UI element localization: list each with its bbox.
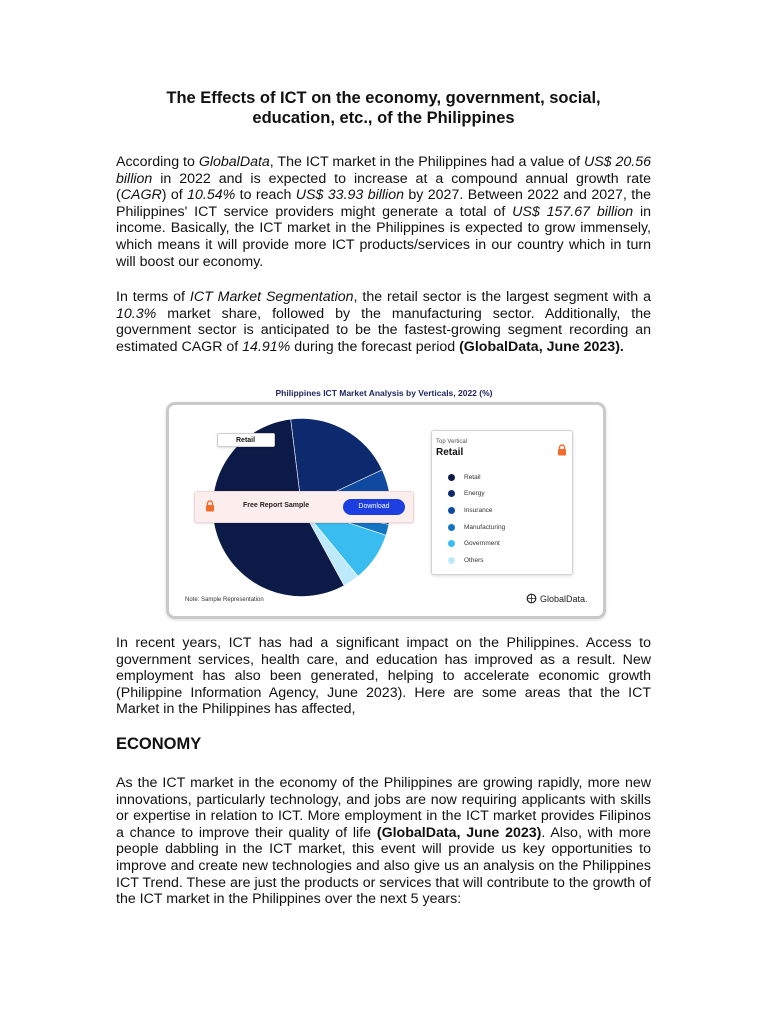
hover-label: Retail (217, 433, 275, 447)
citation: (GlobalData, June 2023) (376, 824, 542, 841)
retail-share: 10.3% (116, 305, 157, 322)
text-run: . Also, with more people dabbling in the ICT market, this event will provide us key opportunities to improve and create new technologies and also give us an analysis on the Philippines ICT Trend. These are just the products or services that will contribute to the growth of the ICT market in the Philippines over the next 5 years: (116, 824, 652, 908)
text-run: According to (116, 154, 199, 170)
text-run: in income. Basically, the ICT market in the Philippines is expected to grow immensely, which means it will provide more ICT products/services in our country which in turn will boost our economy. (116, 203, 652, 270)
paragraph-impact: In recent years, ICT has had a significant impact on the Philippines. Access to government services, health care, and education has improved as a result. New employment has also been generated, helping to accelerate economic growth (Philippine Information Agency, June 2023). Here are some areas that the ICT Market in the Philippines has affected, (116, 635, 651, 718)
market-value-2027: US$ 33.93 billion (295, 187, 404, 204)
cagr-rate: 10.54% (187, 187, 236, 204)
legend-item-government (448, 535, 505, 552)
text-run: , The ICT market in the Philippines had a value of (269, 154, 584, 170)
text-run: during the forecast period (290, 338, 460, 355)
text-run: market share, followed by the manufacturing sector. Additionally, the government sector is anticipated to be the fastest-growing segment recording an estimated CAGR of (116, 305, 651, 355)
market-value-2022: US$ 20.56 billion (116, 154, 651, 187)
title-line-1: The Effects of ICT on the economy, government, social, (166, 89, 601, 107)
chart-card (166, 402, 606, 619)
income-total: US$ 157.67 billion (512, 203, 634, 220)
legend-panel (431, 430, 573, 575)
text-run: in 2022 and is expected to increase at a compound annual growth rate ( (116, 170, 651, 204)
text-run: In terms of (116, 289, 190, 305)
legend-label: Retail (464, 473, 481, 481)
legend-label: Energy (464, 490, 485, 498)
brand-name: GlobalData. (540, 593, 588, 604)
lock-icon (557, 444, 567, 456)
legend-swatch (448, 490, 455, 497)
legend-label: Insurance (464, 506, 493, 514)
chart-title: Philippines ICT Market Analysis by Verticals, 2022 (%) (275, 388, 493, 398)
page-title (116, 88, 651, 128)
text-run: ) of (161, 187, 188, 204)
text-run: to reach (235, 187, 296, 204)
paragraph-economy (116, 775, 651, 908)
cagr-term: CAGR (120, 187, 162, 204)
legend-list (448, 469, 505, 569)
legend-label: Manufacturing (464, 523, 506, 531)
title-line-2: education, etc., of the Philippines (252, 109, 515, 127)
paragraph-segmentation (116, 289, 651, 355)
legend-item-energy (448, 486, 505, 503)
legend-swatch (448, 557, 455, 564)
legend-swatch (448, 540, 455, 547)
legend-swatch (448, 474, 455, 481)
segmentation-term: ICT Market Segmentation (189, 289, 354, 305)
legend-item-manufacturing (448, 519, 505, 536)
free-report-banner (194, 491, 414, 523)
legend-swatch (448, 524, 455, 531)
source-name: GlobalData (198, 154, 270, 170)
legend-label: Others (464, 556, 484, 564)
legend-swatch (448, 507, 455, 514)
citation: (GlobalData, June 2023). (459, 338, 624, 355)
free-report-text: Free Report Sample (243, 502, 310, 509)
legend-label: Government (464, 540, 500, 548)
text-run: by 2027. Between 2022 and 2027, the Philippines' ICT service providers might generate a total of (116, 187, 651, 220)
government-cagr: 14.91% (242, 338, 291, 355)
download-button[interactable]: Download (343, 499, 405, 515)
top-vertical-value: Retail (436, 447, 464, 458)
legend-item-retail (448, 469, 505, 486)
legend-item-insurance (448, 502, 505, 519)
section-heading-economy: ECONOMY (116, 735, 202, 753)
chart-note: Note: Sample Representation (185, 597, 264, 603)
legend-item-others (448, 552, 505, 569)
text-run: , the retail sector is the largest segment with a (353, 289, 651, 305)
top-vertical-label: Top Vertical (436, 439, 468, 445)
globaldata-logo-icon (526, 593, 537, 604)
text-run: As the ICT market in the economy of the Philippines are growing rapidly, more new innovations, particularly technology, and jobs are now requiring applicants with skills or expertise in relation to ICT. More employment in the ICT market provides Filipinos a chance to improve their quality of life (116, 775, 651, 841)
paragraph-intro (116, 154, 651, 270)
globaldata-brand (526, 593, 588, 604)
lock-icon (205, 500, 215, 512)
